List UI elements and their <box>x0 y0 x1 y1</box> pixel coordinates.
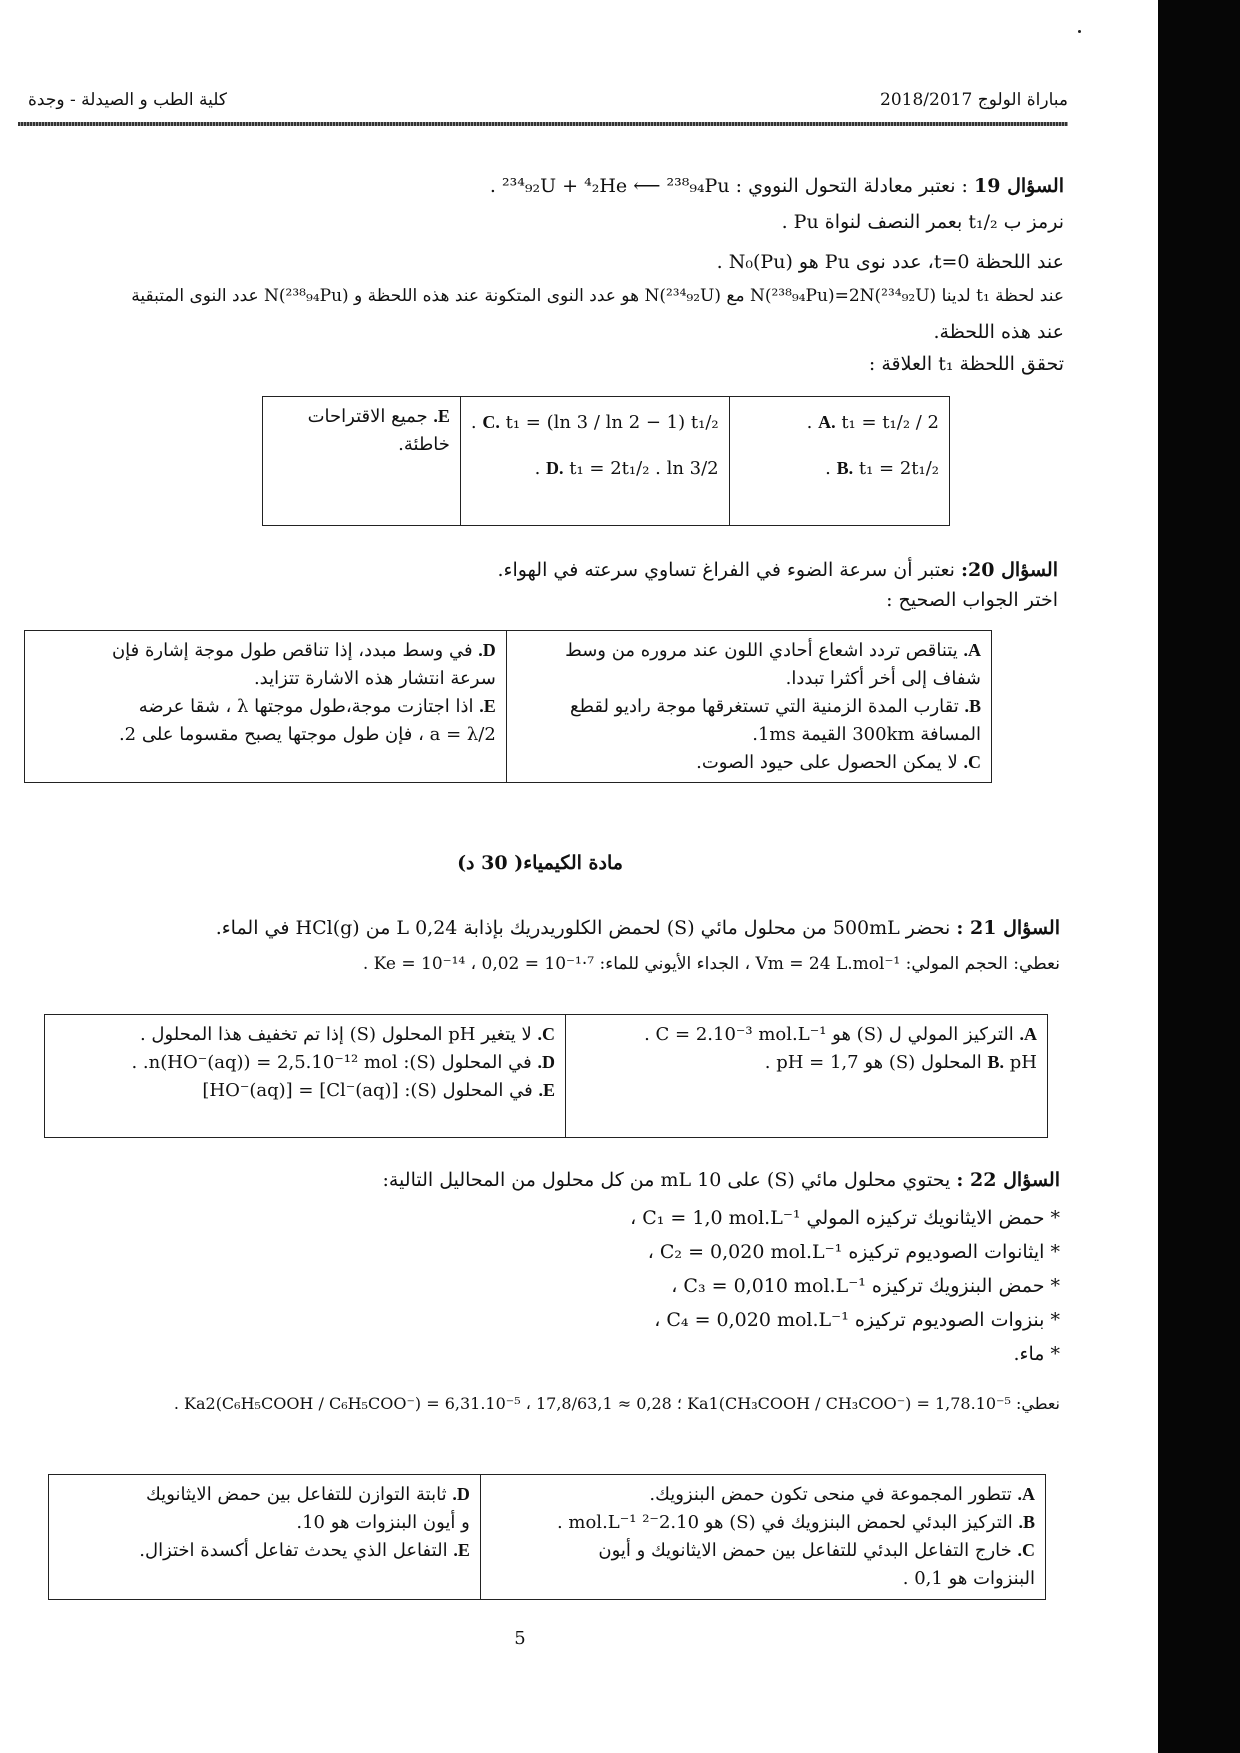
q19-title: السؤال 19 <box>974 175 1064 197</box>
q20-option-d[interactable]: D. في وسط مبدد، إذا تناقص طول موجة إشارة فإن <box>111 640 496 661</box>
q22-option-e[interactable]: E. التفاعل الذي يحدث تفاعل أكسدة اختزال. <box>139 1539 470 1561</box>
q19-line2: نرمز ب t₁/₂ بعمر النصف لنواة Pu . <box>781 211 1064 233</box>
q21-option-a[interactable]: A. التركيز المولي ل (S) هو C = 2.10⁻³ mol.L⁻¹ . <box>644 1024 1037 1045</box>
page-header <box>18 86 1068 116</box>
scan-speck <box>1078 30 1081 33</box>
q22-col-de <box>49 1475 481 1600</box>
chemistry-section-title: مادة الكيمياء( 30 د) <box>457 852 623 874</box>
q22-option-a[interactable]: A. تتطور المجموعة في منحى تكون حمض البنزويك. <box>649 1484 1035 1505</box>
page-number: 5 <box>514 1628 526 1649</box>
q22-title: السؤال 22 : <box>956 1169 1060 1191</box>
header-rule <box>18 122 1068 126</box>
q19-equation: : نعتبر معادلة التحول النووي : ²³⁴₉₂U + ⁴₂He ⟵ ²³⁸₉₄Pu . <box>489 175 968 197</box>
q19-line1 <box>490 172 1064 201</box>
q22-option-b[interactable]: B. التركيز البدئي لحمض البنزويك في (S) هو 2.10⁻² mol.L⁻¹ . <box>556 1511 1035 1533</box>
q21-option-d[interactable]: D. في المحلول (S): n(HO⁻(aq)) = 2,5.10⁻¹² mol. . <box>131 1051 555 1073</box>
q22-item-2: * ايثانوات الصوديوم تركيزه C₂ = 0,020 mol.L⁻¹ ، <box>647 1241 1060 1263</box>
q20-line2: اختر الجواب الصحيح : <box>886 589 1058 611</box>
q21-option-b[interactable]: B. pH المحلول (S) هو pH = 1,7 . <box>764 1051 1037 1073</box>
q20-col-abc <box>506 631 991 783</box>
q21-option-c[interactable]: C. لا يتغير pH المحلول (S) إذا تم تخفيف هذا المحلول . <box>139 1024 555 1045</box>
q19-col-ab <box>729 397 949 526</box>
q19-option-c[interactable]: C. t₁ = (ln 3 / ln 2 − 1) t₁/₂ . <box>470 412 719 433</box>
q22-option-c[interactable]: C. خارج التفاعل البدئي للتفاعل بين حمض الايثانويك و أيون <box>598 1539 1035 1561</box>
scan-edge-band <box>1158 0 1240 1753</box>
q19-option-a[interactable]: A. t₁ = t₁/₂ / 2 . <box>806 412 939 433</box>
q20-option-e-cont: a = λ/2 ، فإن طول موجتها يصبح مقسوما على 2. <box>118 723 496 745</box>
q20-option-e[interactable]: E. اذا اجتازت موجة،طول موجتها λ ، شقا عرضه <box>138 695 496 717</box>
q22-line1: السؤال 22 : يحتوي محلول مائي (S) على 10 mL من كل محلول من المحاليل التالية: <box>382 1169 1060 1191</box>
q21-line2: نعطي: الحجم المولي: Vm = 24 L.mol⁻¹ ، الجداء الأيوني للماء: Ke = 10⁻¹⁴ ، 0,02 = 10⁻¹·⁷ . <box>362 954 1060 974</box>
q19-options-table <box>262 396 950 526</box>
q22-item-1: * حمض الايثانويك تركيزه المولي C₁ = 1,0 mol.L⁻¹ ، <box>630 1207 1060 1229</box>
q20-line1: السؤال 20: نعتبر أن سرعة الضوء في الفراغ تساوي سرعته في الهواء. <box>497 559 1058 581</box>
q19-col-cd <box>460 397 729 526</box>
q20-col-de <box>25 631 507 783</box>
q19-line6: تحقق اللحظة t₁ العلاقة : <box>868 353 1064 375</box>
q20-title: السؤال 20: <box>961 559 1058 581</box>
q19-option-e[interactable]: E. جميع الاقتراحات خاطئة. <box>307 406 450 455</box>
q22-option-c-cont: البنزوات هو 0,1 . <box>902 1567 1035 1589</box>
q20-option-c[interactable]: C. لا يمكن الحصول على حيود الصوت. <box>696 751 981 773</box>
q19-line3: عند اللحظة t=0، عدد نوى Pu هو N₀(Pu) . <box>716 251 1064 273</box>
q20-option-a[interactable]: A. يتناقص تردد اشعاع أحادي اللون عند مروره من وسط <box>565 640 981 661</box>
q19-option-d[interactable]: D. t₁ = 2t₁/₂ . ln 3/2 . <box>534 457 719 479</box>
q22-item-5: * ماء. <box>1013 1343 1060 1365</box>
q22-given: نعطي: Ka1(CH₃COOH / CH₃COO⁻) = 1,78.10⁻⁵ ؛ Ka2(C₆H₅COOH / C₆H₅COO⁻) = 6,31.10⁻⁵ ، 17,8/63,1 ≈ 0,28 . <box>173 1394 1060 1413</box>
q21-line1: السؤال 21 : نحضر 500mL من محلول مائي (S) لحمض الكلوريدريك بإذابة 0,24 L من HCl(g) في الماء. <box>215 917 1060 939</box>
q22-option-d[interactable]: D. ثابتة التوازن للتفاعل بين حمض الايثانويك <box>146 1484 470 1505</box>
q19-option-b[interactable]: B. t₁ = 2t₁/₂ . <box>825 457 939 479</box>
q20-option-b[interactable]: B. تقارب المدة الزمنية التي تستغرقها موجة راديو لقطع <box>570 695 981 717</box>
q22-col-abc <box>480 1475 1045 1600</box>
q19-line4: عند لحظة t₁ لدينا N(²³⁸₉₄Pu)=2N(²³⁴₉₂U) مع N(²³⁴₉₂U) هو عدد النوى المتكونة عند هذه اللحظة و N(²³⁸₉₄Pu) عدد النوى المتبقية <box>131 286 1064 306</box>
q22-item-4: * بنزوات الصوديوم تركيزه C₄ = 0,020 mol.L⁻¹ ، <box>654 1309 1060 1331</box>
header-faculty: كلية الطب و الصيدلة - وجدة <box>28 90 228 110</box>
q22-item-3: * حمض البنزويك تركيزه C₃ = 0,010 mol.L⁻¹ ، <box>671 1275 1060 1297</box>
q19-col-e <box>263 397 461 526</box>
q21-col-cde <box>45 1015 566 1138</box>
q21-option-e[interactable]: E. في المحلول (S): [Cl⁻(aq)] = [HO⁻(aq)] <box>202 1079 555 1101</box>
q21-options-table <box>44 1014 1048 1138</box>
q20-options-table <box>24 630 992 783</box>
q21-title: السؤال 21 : <box>956 917 1060 939</box>
q20-option-d-cont: سرعة انتشار هذه الاشارة تتزايد. <box>253 667 496 689</box>
q20-option-b-cont: المسافة 300km القيمة 1ms. <box>752 723 981 745</box>
q19-line5: عند هذه اللحظة. <box>933 321 1064 343</box>
header-exam-title: مباراة الولوج 2018/2017 <box>880 90 1068 110</box>
q20-option-a-cont: شفاف إلى أخر أكثرا تبددا. <box>785 667 981 689</box>
q22-options-table <box>48 1474 1046 1600</box>
q22-option-d-cont: و أيون البنزوات هو 10. <box>296 1511 470 1533</box>
q21-col-ab <box>565 1015 1047 1138</box>
